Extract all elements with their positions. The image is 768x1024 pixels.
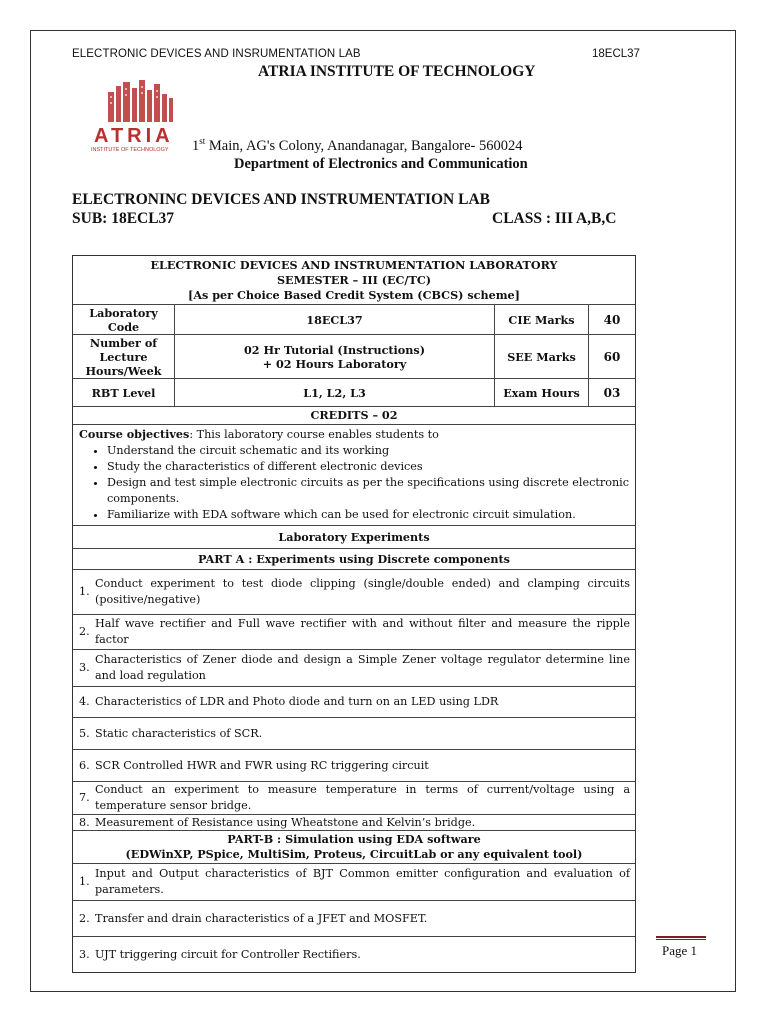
simulation-row <box>73 864 635 901</box>
experiment-row <box>73 815 635 831</box>
address-text: Main, AG's Colony, Anandanagar, Bangalore- 560024 <box>205 137 523 154</box>
experiment-text: SCR Controlled HWR and FWR using RC triggering circuit <box>95 758 429 772</box>
experiment-text: Characteristics of LDR and Photo diode and turn on an LED using LDR <box>95 695 499 708</box>
course-objectives <box>73 425 635 526</box>
info-label: Laboratory Code <box>73 305 175 334</box>
info-number: 40 <box>603 312 621 327</box>
part-b-heading-line-1: PART-B : Simulation using EDA software <box>227 832 481 846</box>
experiment-text: Half wave rectifier and Full wave rectifier with and without filter and measure the ripple factor <box>95 617 630 646</box>
experiment-number: 2. <box>79 625 90 638</box>
experiment-text: Conduct an experiment to measure temperature in terms of current/voltage using a temperature sensor bridge. <box>95 783 630 812</box>
experiment-number: 1. <box>79 585 90 598</box>
logo-wordmark: ATRIA <box>94 125 174 147</box>
experiment-text: UJT triggering circuit for Controller Rectifiers. <box>95 947 361 961</box>
running-header-title: ELECTRONIC DEVICES AND INSRUMENTATION LAB <box>72 48 361 60</box>
syllabus-table <box>72 255 636 973</box>
simulation-row <box>73 937 635 972</box>
experiment-text: Measurement of Resistance using Wheatstone and Kelvin’s bridge. <box>95 815 476 829</box>
address-number: 1 <box>192 137 200 154</box>
info-row-lab-code <box>73 305 635 335</box>
info-number: 03 <box>603 385 621 400</box>
table-heading-line-3: [As per Choice Based Credit System (CBCS) scheme] <box>188 288 520 302</box>
experiment-number: 5. <box>79 726 90 740</box>
experiment-text: Input and Output characteristics of BJT Common emitter configuration and evaluation of parameters. <box>95 867 630 896</box>
experiment-number: 6. <box>79 758 90 772</box>
table-heading-line-2: SEMESTER – III (EC/TC) <box>276 273 432 287</box>
part-a-heading: PART A : Experiments using Discrete components <box>73 549 635 570</box>
objective-item: • Study the characteristics of different electronic devices <box>107 459 629 475</box>
table-heading-line-1: ELECTRONIC DEVICES AND INSTRUMENTATION LABORATORY <box>150 258 558 272</box>
logo-subtext: INSTITUTE OF TECHNOLOGY <box>91 147 169 153</box>
experiment-number: 2. <box>79 911 90 925</box>
institute-logo <box>88 78 198 156</box>
info-value: L1, L2, L3 <box>175 379 495 406</box>
objective-item: • Design and test simple electronic circuits as per the specifications using discrete electronic components. <box>107 475 629 507</box>
info-label: Number of Lecture Hours/Week <box>73 335 175 378</box>
info-row-rbt-level <box>73 379 635 407</box>
experiment-number: 4. <box>79 695 90 708</box>
subject-code: SUB: 18ECL37 <box>72 210 175 227</box>
page-number-text: Page 1 <box>662 943 698 958</box>
institute-name: ATRIA INSTITUTE OF TECHNOLOGY <box>258 63 536 80</box>
running-header-code: 18ECL37 <box>592 48 640 60</box>
objective-item: • Understand the circuit schematic and its working <box>107 443 629 459</box>
experiment-row <box>73 650 635 687</box>
simulation-row <box>73 901 635 937</box>
experiment-row <box>73 570 635 615</box>
info-row-lecture-hours <box>73 335 635 379</box>
experiment-number: 3. <box>79 661 90 674</box>
page-number-rule <box>656 936 706 938</box>
class-label: CLASS : III A,B,C <box>492 210 617 227</box>
info-value: 18ECL37 <box>175 305 495 334</box>
lab-experiments-heading: Laboratory Experiments <box>73 526 635 549</box>
credits-row: CREDITS – 02 <box>73 407 635 425</box>
info-value <box>175 335 495 378</box>
page-number <box>656 936 706 959</box>
info-value-line-1: 02 Hr Tutorial (Instructions) <box>244 342 425 357</box>
info-label: RBT Level <box>73 379 175 406</box>
experiment-text: Characteristics of Zener diode and design a Simple Zener voltage regulator determine line and load regulation <box>95 653 630 682</box>
objective-item: • Familiarize with EDA software which can be used for electronic circuit simulation. <box>107 507 629 523</box>
experiment-number: 8. <box>79 815 90 829</box>
objectives-label: Course objectives <box>79 427 190 441</box>
experiment-row <box>73 615 635 650</box>
info-key: CIE Marks <box>495 305 589 334</box>
objectives-intro: : This laboratory course enables students to <box>189 428 439 441</box>
experiment-number: 1. <box>79 875 90 888</box>
experiment-number: 7. <box>79 791 90 804</box>
experiment-row <box>73 687 635 718</box>
info-value-line-2: + 02 Hours Laboratory <box>262 356 407 371</box>
experiment-text: Transfer and drain characteristics of a JFET and MOSFET. <box>95 911 428 925</box>
table-heading <box>73 256 635 305</box>
experiment-row <box>73 718 635 750</box>
department-name: Department of Electronics and Communication <box>234 156 528 172</box>
experiment-number: 3. <box>79 947 90 961</box>
part-b-heading <box>73 831 635 864</box>
experiment-row <box>73 782 635 815</box>
experiment-row <box>73 750 635 782</box>
part-b-heading-line-2: (EDWinXP, PSpice, MultiSim, Proteus, CircuitLab or any equivalent tool) <box>125 847 583 861</box>
info-number: 60 <box>603 349 621 364</box>
institute-address <box>192 136 522 155</box>
address-sup: st <box>199 136 206 146</box>
info-key: SEE Marks <box>495 335 589 378</box>
info-key: Exam Hours <box>495 379 589 406</box>
lab-title: ELECTRONINC DEVICES AND INSTRUMENTATION LAB <box>72 191 491 208</box>
experiment-text: Static characteristics of SCR. <box>95 726 263 740</box>
experiment-text: Conduct experiment to test diode clipping (single/double ended) and clamping circuits (positive/negative) <box>95 577 630 606</box>
